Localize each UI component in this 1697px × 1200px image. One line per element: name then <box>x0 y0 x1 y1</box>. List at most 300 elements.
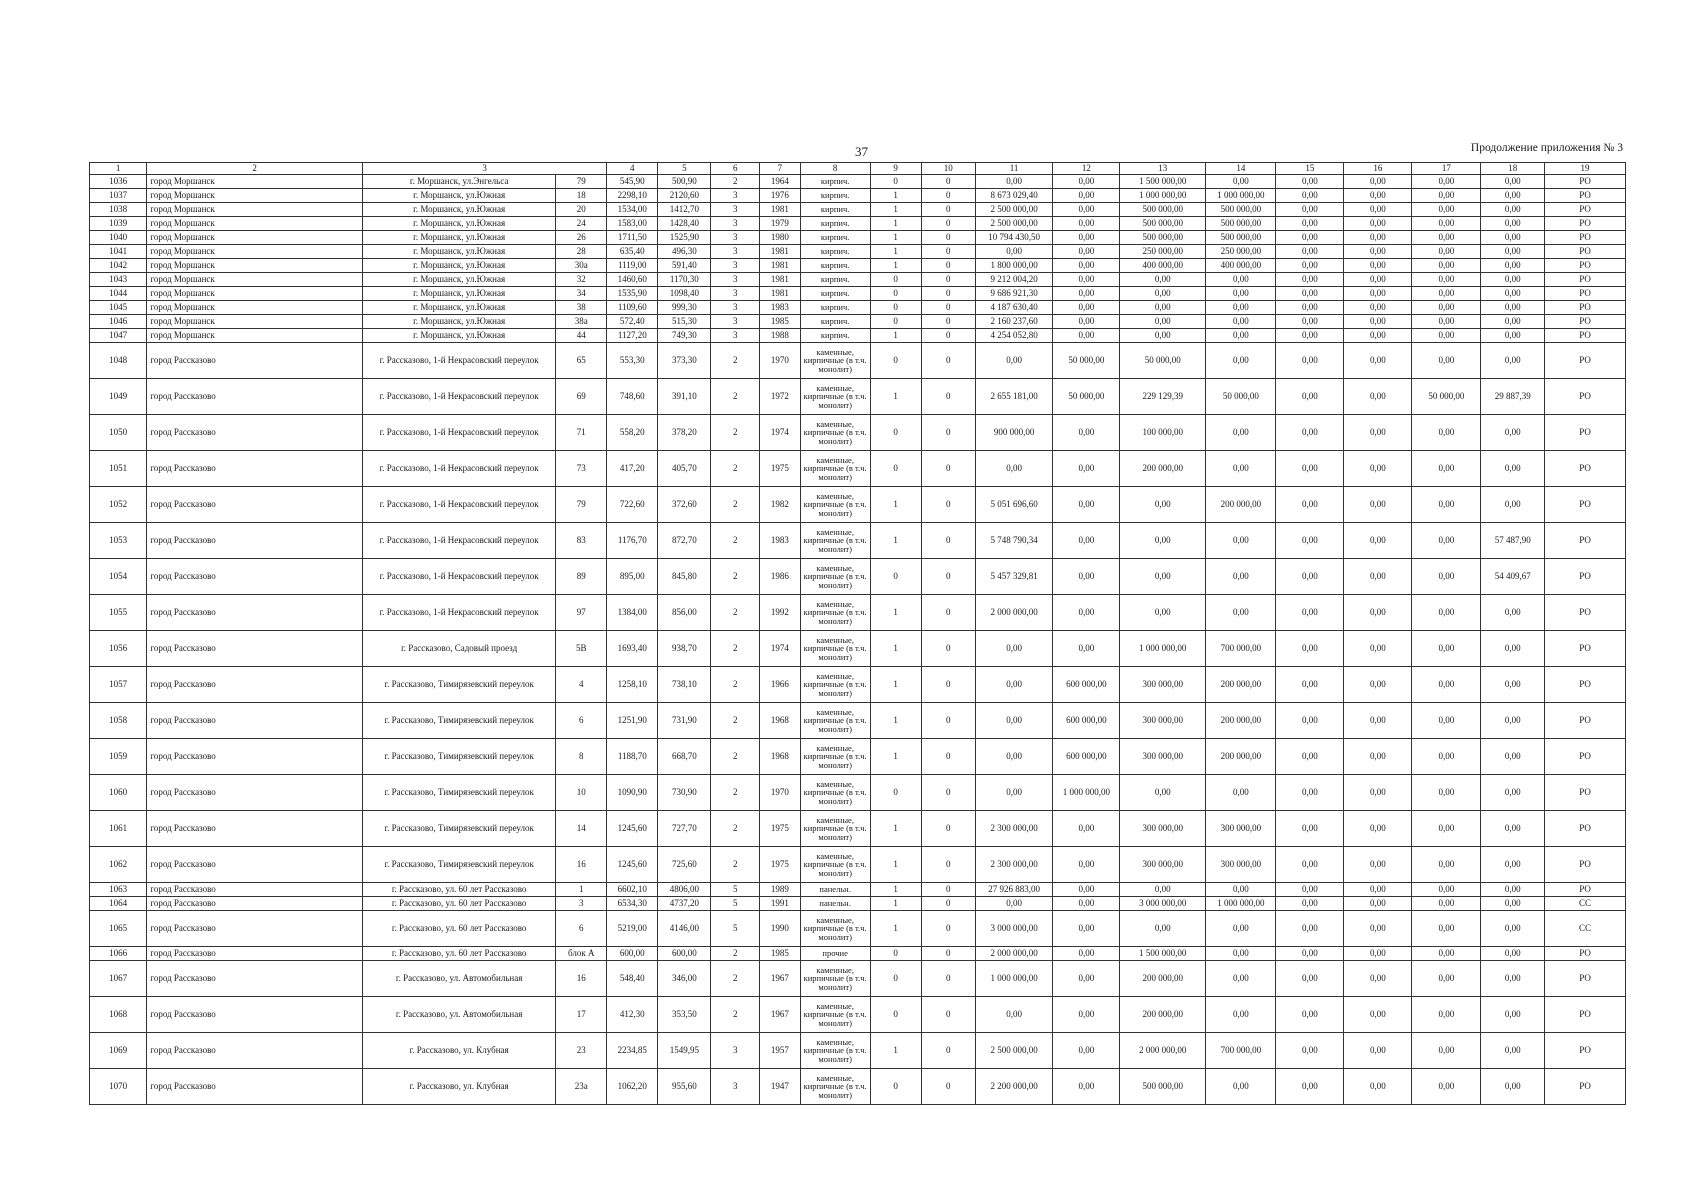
table-cell: 54 409,67 <box>1481 559 1545 595</box>
table-row <box>90 189 1626 203</box>
table-cell: 3 <box>711 287 760 301</box>
column-number-cell: 18 <box>1481 163 1545 175</box>
table-cell: 0,00 <box>1481 273 1545 287</box>
table-cell: 600 000,00 <box>1053 703 1120 739</box>
table-cell: 0,00 <box>1276 1033 1344 1069</box>
table-cell: 0 <box>921 739 975 775</box>
table-cell: город Рассказово <box>147 451 363 487</box>
table-cell: 0,00 <box>1481 775 1545 811</box>
table-cell: 2 000 000,00 <box>1120 1033 1206 1069</box>
table-cell: г. Рассказово, 1-й Некрасовский переулок <box>362 415 555 451</box>
table-cell: 0 <box>870 947 921 961</box>
table-cell: 0,00 <box>1412 415 1481 451</box>
table-cell: 0,00 <box>975 997 1053 1033</box>
table-cell: город Моршанск <box>147 231 363 245</box>
table-cell: 3 000 000,00 <box>975 911 1053 947</box>
table-cell: 1041 <box>90 245 147 259</box>
table-cell: 0,00 <box>1481 847 1545 883</box>
table-cell: 1119,00 <box>607 259 658 273</box>
table-cell: 0,00 <box>1053 523 1120 559</box>
table-cell: 0,00 <box>1481 343 1545 379</box>
table-cell: 0,00 <box>1344 1033 1412 1069</box>
table-cell: 0,00 <box>1344 379 1412 415</box>
table-cell: 2 <box>711 631 760 667</box>
table-cell: 0,00 <box>1120 911 1206 947</box>
table-cell: 0 <box>870 415 921 451</box>
table-cell: 1983 <box>760 301 800 315</box>
table-cell: 1058 <box>90 703 147 739</box>
table-cell: 1056 <box>90 631 147 667</box>
table-cell: кирпич. <box>800 189 870 203</box>
table-cell: 5 <box>711 897 760 911</box>
table-cell: 0,00 <box>1120 523 1206 559</box>
table-cell: 0,00 <box>1344 883 1412 897</box>
table-cell: 0,00 <box>1481 315 1545 329</box>
table-cell: г. Рассказово, Тимирязевский переулок <box>362 739 555 775</box>
table-cell: кирпич. <box>800 273 870 287</box>
table-cell: 0,00 <box>1276 217 1344 231</box>
table-cell: 2 500 000,00 <box>975 1033 1053 1069</box>
table-cell: 1061 <box>90 811 147 847</box>
table-cell: 0,00 <box>1481 667 1545 703</box>
table-cell: 300 000,00 <box>1120 667 1206 703</box>
table-cell: 3 000 000,00 <box>1120 897 1206 911</box>
table-cell: 1975 <box>760 811 800 847</box>
table-cell: 2 <box>711 523 760 559</box>
table-cell: 26 <box>556 231 607 245</box>
table-cell: 1 000 000,00 <box>975 961 1053 997</box>
table-cell: каменные, кирпичные (в т.ч. монолит) <box>800 1033 870 1069</box>
table-cell: 250 000,00 <box>1120 245 1206 259</box>
table-cell: 1981 <box>760 287 800 301</box>
table-cell: 1966 <box>760 667 800 703</box>
table-cell: 0,00 <box>1206 947 1276 961</box>
table-cell: 0,00 <box>1412 559 1481 595</box>
table-cell: 0,00 <box>1053 559 1120 595</box>
column-number-cell: 17 <box>1412 163 1481 175</box>
table-cell: 2 000 000,00 <box>975 595 1053 631</box>
column-number-cell: 14 <box>1206 163 1276 175</box>
table-cell: 496,30 <box>658 245 711 259</box>
table-cell: 0 <box>870 775 921 811</box>
table-cell: 1 500 000,00 <box>1120 175 1206 189</box>
table-cell: 0 <box>921 273 975 287</box>
table-cell: 0,00 <box>1053 217 1120 231</box>
table-cell: 0,00 <box>1412 487 1481 523</box>
table-cell: РО <box>1545 847 1626 883</box>
table-cell: РО <box>1545 273 1626 287</box>
table-cell: 0,00 <box>1276 847 1344 883</box>
table-cell: 4737,20 <box>658 897 711 911</box>
table-cell: СС <box>1545 897 1626 911</box>
table-cell: каменные, кирпичные (в т.ч. монолит) <box>800 451 870 487</box>
table-cell: 0 <box>921 523 975 559</box>
column-number-cell: 11 <box>975 163 1053 175</box>
table-cell: 0 <box>870 997 921 1033</box>
table-cell: 0,00 <box>1276 259 1344 273</box>
table-cell: РО <box>1545 301 1626 315</box>
table-cell: 1 <box>870 231 921 245</box>
table-cell: 0,00 <box>1206 775 1276 811</box>
table-cell: 50 000,00 <box>1412 379 1481 415</box>
table-cell: 1048 <box>90 343 147 379</box>
table-cell: 0,00 <box>1276 883 1344 897</box>
table-cell: панельн. <box>800 897 870 911</box>
table-cell: 4146,00 <box>658 911 711 947</box>
table-cell: 250 000,00 <box>1206 245 1276 259</box>
table-cell: 2 160 237,60 <box>975 315 1053 329</box>
table-cell: 0,00 <box>1344 329 1412 343</box>
table-cell: 0,00 <box>1344 343 1412 379</box>
table-cell: 0,00 <box>1344 231 1412 245</box>
table-cell: 748,60 <box>607 379 658 415</box>
table-cell: 1044 <box>90 287 147 301</box>
table-cell: 0,00 <box>975 343 1053 379</box>
table-cell: 0 <box>921 911 975 947</box>
table-cell: 412,30 <box>607 997 658 1033</box>
table-cell: 8 <box>556 739 607 775</box>
table-cell: кирпич. <box>800 203 870 217</box>
table-cell: 2120,60 <box>658 189 711 203</box>
column-number-cell: 15 <box>1276 163 1344 175</box>
table-cell: 1964 <box>760 175 800 189</box>
table-cell: 57 487,90 <box>1481 523 1545 559</box>
table-cell: 1 <box>870 847 921 883</box>
table-cell: 0,00 <box>1412 175 1481 189</box>
table-cell: 0,00 <box>1053 315 1120 329</box>
table-cell: каменные, кирпичные (в т.ч. монолит) <box>800 415 870 451</box>
table-cell: 2 <box>711 847 760 883</box>
table-cell: 0,00 <box>1120 301 1206 315</box>
table-cell: 1054 <box>90 559 147 595</box>
table-row <box>90 811 1626 847</box>
table-cell: 0 <box>921 175 975 189</box>
table-cell: г. Рассказово, ул. Автомобильная <box>362 997 555 1033</box>
table-cell: 1045 <box>90 301 147 315</box>
table-cell: 0 <box>870 1069 921 1105</box>
table-cell: 300 000,00 <box>1120 811 1206 847</box>
table-cell: 0,00 <box>1206 287 1276 301</box>
table-cell: 0,00 <box>1206 175 1276 189</box>
table-cell: 1053 <box>90 523 147 559</box>
table-cell: 1583,00 <box>607 217 658 231</box>
table-cell: город Рассказово <box>147 487 363 523</box>
table-cell: 0,00 <box>1053 997 1120 1033</box>
table-row <box>90 997 1626 1033</box>
table-cell: РО <box>1545 415 1626 451</box>
table-cell: 749,30 <box>658 329 711 343</box>
table-row <box>90 245 1626 259</box>
table-cell: 2 <box>711 811 760 847</box>
table-cell: 0,00 <box>1412 245 1481 259</box>
table-cell: 0,00 <box>1053 287 1120 301</box>
table-cell: РО <box>1545 451 1626 487</box>
table-cell: город Рассказово <box>147 739 363 775</box>
table-cell: город Рассказово <box>147 961 363 997</box>
table-cell: 0,00 <box>1276 775 1344 811</box>
table-cell: 14 <box>556 811 607 847</box>
table-cell: 0,00 <box>1412 739 1481 775</box>
table-row <box>90 1069 1626 1105</box>
table-cell: 0,00 <box>1053 259 1120 273</box>
table-cell: 34 <box>556 287 607 301</box>
table-cell: 1 <box>870 189 921 203</box>
table-cell: 0,00 <box>1276 811 1344 847</box>
table-cell: 0,00 <box>1206 883 1276 897</box>
table-cell: 5 <box>711 883 760 897</box>
table-cell: кирпич. <box>800 245 870 259</box>
table-cell: 0,00 <box>1053 451 1120 487</box>
table-cell: кирпич. <box>800 301 870 315</box>
column-number-cell: 7 <box>760 163 800 175</box>
table-cell: РО <box>1545 1033 1626 1069</box>
table-cell: 0,00 <box>1276 203 1344 217</box>
table-cell: 0,00 <box>1481 1069 1545 1105</box>
table-cell: 0,00 <box>1344 217 1412 231</box>
table-cell: 0 <box>921 811 975 847</box>
table-row <box>90 947 1626 961</box>
table-cell: 10 <box>556 775 607 811</box>
table-cell: 1070 <box>90 1069 147 1105</box>
table-cell: 300 000,00 <box>1120 847 1206 883</box>
table-cell: 1 <box>556 883 607 897</box>
appendix-continuation-label: Продолжение приложения № 3 <box>1470 142 1623 154</box>
table-cell: 0 <box>921 189 975 203</box>
table-cell: г. Рассказово, 1-й Некрасовский переулок <box>362 523 555 559</box>
table-cell: 1 <box>870 1033 921 1069</box>
table-row <box>90 775 1626 811</box>
table-cell: 30а <box>556 259 607 273</box>
table-cell: 0,00 <box>1481 897 1545 911</box>
table-row <box>90 911 1626 947</box>
table-cell: город Рассказово <box>147 595 363 631</box>
table-cell: 545,90 <box>607 175 658 189</box>
table-cell: 0,00 <box>1276 703 1344 739</box>
table-cell: 0,00 <box>1481 947 1545 961</box>
table-cell: город Рассказово <box>147 415 363 451</box>
table-cell: 0 <box>921 259 975 273</box>
table-cell: 0,00 <box>1206 273 1276 287</box>
table-cell: 0 <box>921 451 975 487</box>
table-cell: 0,00 <box>1344 487 1412 523</box>
table-cell: 0,00 <box>1276 487 1344 523</box>
table-cell: 3 <box>711 1069 760 1105</box>
table-cell: РО <box>1545 175 1626 189</box>
table-cell: 500,90 <box>658 175 711 189</box>
table-cell: 400 000,00 <box>1206 259 1276 273</box>
table-cell: г. Рассказово, ул. Клубная <box>362 1069 555 1105</box>
table-cell: 572,40 <box>607 315 658 329</box>
table-cell: 0 <box>921 315 975 329</box>
table-cell: кирпич. <box>800 175 870 189</box>
table-cell: 0,00 <box>975 667 1053 703</box>
table-cell: 1258,10 <box>607 667 658 703</box>
table-cell: 0,00 <box>1206 343 1276 379</box>
table-cell: 4 187 630,40 <box>975 301 1053 315</box>
table-cell: г. Рассказово, Тимирязевский переулок <box>362 847 555 883</box>
table-cell: г. Моршанск, ул.Южная <box>362 273 555 287</box>
table-cell: 0,00 <box>1344 595 1412 631</box>
table-cell: 1057 <box>90 667 147 703</box>
table-cell: 1981 <box>760 245 800 259</box>
table-cell: 0,00 <box>1276 451 1344 487</box>
table-cell: город Моршанск <box>147 287 363 301</box>
table-cell: 0,00 <box>1053 595 1120 631</box>
table-cell: 1981 <box>760 259 800 273</box>
table-cell: 1967 <box>760 997 800 1033</box>
table-cell: 5 748 790,34 <box>975 523 1053 559</box>
table-cell: 0,00 <box>975 451 1053 487</box>
table-cell: 1980 <box>760 231 800 245</box>
table-cell: 300 000,00 <box>1206 847 1276 883</box>
table-cell: 38а <box>556 315 607 329</box>
table-cell: 3 <box>711 231 760 245</box>
table-cell: 0,00 <box>1412 883 1481 897</box>
table-cell: 1127,20 <box>607 329 658 343</box>
table-cell: 5В <box>556 631 607 667</box>
column-number-cell: 4 <box>607 163 658 175</box>
table-cell: 0 <box>921 595 975 631</box>
table-cell: 955,60 <box>658 1069 711 1105</box>
table-cell: 1109,60 <box>607 301 658 315</box>
table-cell: 0 <box>921 245 975 259</box>
table-cell: 1991 <box>760 897 800 911</box>
table-cell: 0,00 <box>1053 883 1120 897</box>
table-cell: 0,00 <box>1344 559 1412 595</box>
table-cell: 0,00 <box>1481 997 1545 1033</box>
table-cell: 0,00 <box>1053 911 1120 947</box>
table-cell: г. Рассказово, ул. 60 лет Рассказово <box>362 897 555 911</box>
table-cell: 0,00 <box>1120 775 1206 811</box>
table-cell: город Моршанск <box>147 301 363 315</box>
table-cell: 0,00 <box>1344 703 1412 739</box>
table-cell: город Рассказово <box>147 379 363 415</box>
table-cell: 2 <box>711 559 760 595</box>
table-cell: город Рассказово <box>147 343 363 379</box>
table-cell: 3 <box>711 273 760 287</box>
table-cell: 0,00 <box>975 245 1053 259</box>
table-cell: каменные, кирпичные (в т.ч. монолит) <box>800 523 870 559</box>
table-cell: 0,00 <box>1412 631 1481 667</box>
table-cell: 2 500 000,00 <box>975 203 1053 217</box>
table-cell: 3 <box>711 315 760 329</box>
table-cell: 1047 <box>90 329 147 343</box>
table-cell: 727,70 <box>658 811 711 847</box>
table-cell: 1 800 000,00 <box>975 259 1053 273</box>
table-cell: 0,00 <box>1276 739 1344 775</box>
table-cell: 29 887,39 <box>1481 379 1545 415</box>
table-cell: 0,00 <box>1053 1069 1120 1105</box>
table-cell: 2 655 181,00 <box>975 379 1053 415</box>
table-cell: 0,00 <box>1206 559 1276 595</box>
table-cell: 1245,60 <box>607 847 658 883</box>
table-cell: 8 673 029,40 <box>975 189 1053 203</box>
table-row <box>90 523 1626 559</box>
table-cell: каменные, кирпичные (в т.ч. монолит) <box>800 343 870 379</box>
table-cell: 2298,10 <box>607 189 658 203</box>
table-cell: 0 <box>921 897 975 911</box>
table-cell: 372,60 <box>658 487 711 523</box>
table-cell: 1 <box>870 595 921 631</box>
table-cell: 1957 <box>760 1033 800 1069</box>
table-row <box>90 203 1626 217</box>
table-cell: город Рассказово <box>147 947 363 961</box>
table-cell: 872,70 <box>658 523 711 559</box>
table-cell: 0,00 <box>1206 523 1276 559</box>
table-cell: 0 <box>921 1033 975 1069</box>
table-cell: 1065 <box>90 911 147 947</box>
table-cell: 1046 <box>90 315 147 329</box>
table-cell: РО <box>1545 189 1626 203</box>
table-cell: 1 <box>870 667 921 703</box>
table-cell: 23а <box>556 1069 607 1105</box>
table-cell: 0,00 <box>1481 231 1545 245</box>
table-cell: 2 <box>711 415 760 451</box>
table-cell: 0,00 <box>1481 703 1545 739</box>
table-cell: 938,70 <box>658 631 711 667</box>
table-cell: 0,00 <box>1206 415 1276 451</box>
column-number-cell: 8 <box>800 163 870 175</box>
table-cell: г. Рассказово, 1-й Некрасовский переулок <box>362 487 555 523</box>
table-cell: каменные, кирпичные (в т.ч. монолит) <box>800 631 870 667</box>
table-cell: 1245,60 <box>607 811 658 847</box>
table-row <box>90 1033 1626 1069</box>
table-cell: 558,20 <box>607 415 658 451</box>
table-row <box>90 883 1626 897</box>
table-cell: 6 <box>556 911 607 947</box>
column-number-cell: 3 <box>362 163 606 175</box>
table-cell: 0,00 <box>1206 997 1276 1033</box>
table-cell: РО <box>1545 259 1626 273</box>
table-row <box>90 301 1626 315</box>
table-cell: 0,00 <box>1120 595 1206 631</box>
table-cell: 0,00 <box>1481 961 1545 997</box>
table-cell: 668,70 <box>658 739 711 775</box>
table-cell: 0 <box>921 217 975 231</box>
table-cell: 0 <box>870 315 921 329</box>
table-cell: РО <box>1545 1069 1626 1105</box>
table-cell: 5 <box>711 911 760 947</box>
table-cell: 0 <box>921 847 975 883</box>
table-cell: 1 <box>870 911 921 947</box>
table-cell: город Моршанск <box>147 259 363 273</box>
table-cell: 1988 <box>760 329 800 343</box>
table-cell: 2 <box>711 739 760 775</box>
table-cell: РО <box>1545 231 1626 245</box>
table-cell: 1 <box>870 217 921 231</box>
table-cell: 0 <box>921 961 975 997</box>
table-cell: 0,00 <box>1412 301 1481 315</box>
table-cell: 0,00 <box>1276 231 1344 245</box>
table-cell: 24 <box>556 217 607 231</box>
table-cell: 0 <box>921 301 975 315</box>
table-cell: 0,00 <box>1276 329 1344 343</box>
table-cell: 2 000 000,00 <box>975 947 1053 961</box>
table-cell: город Моршанск <box>147 175 363 189</box>
table-cell: 17 <box>556 997 607 1033</box>
table-cell: 0,00 <box>1412 523 1481 559</box>
table-cell: 83 <box>556 523 607 559</box>
table-cell: 0,00 <box>1120 287 1206 301</box>
table-cell: кирпич. <box>800 287 870 301</box>
table-cell: 0,00 <box>975 775 1053 811</box>
table-cell: 50 000,00 <box>1053 379 1120 415</box>
table-row <box>90 451 1626 487</box>
table-cell: 2 300 000,00 <box>975 847 1053 883</box>
table-cell: 0,00 <box>1053 897 1120 911</box>
table-cell: каменные, кирпичные (в т.ч. монолит) <box>800 379 870 415</box>
table-cell: город Моршанск <box>147 329 363 343</box>
